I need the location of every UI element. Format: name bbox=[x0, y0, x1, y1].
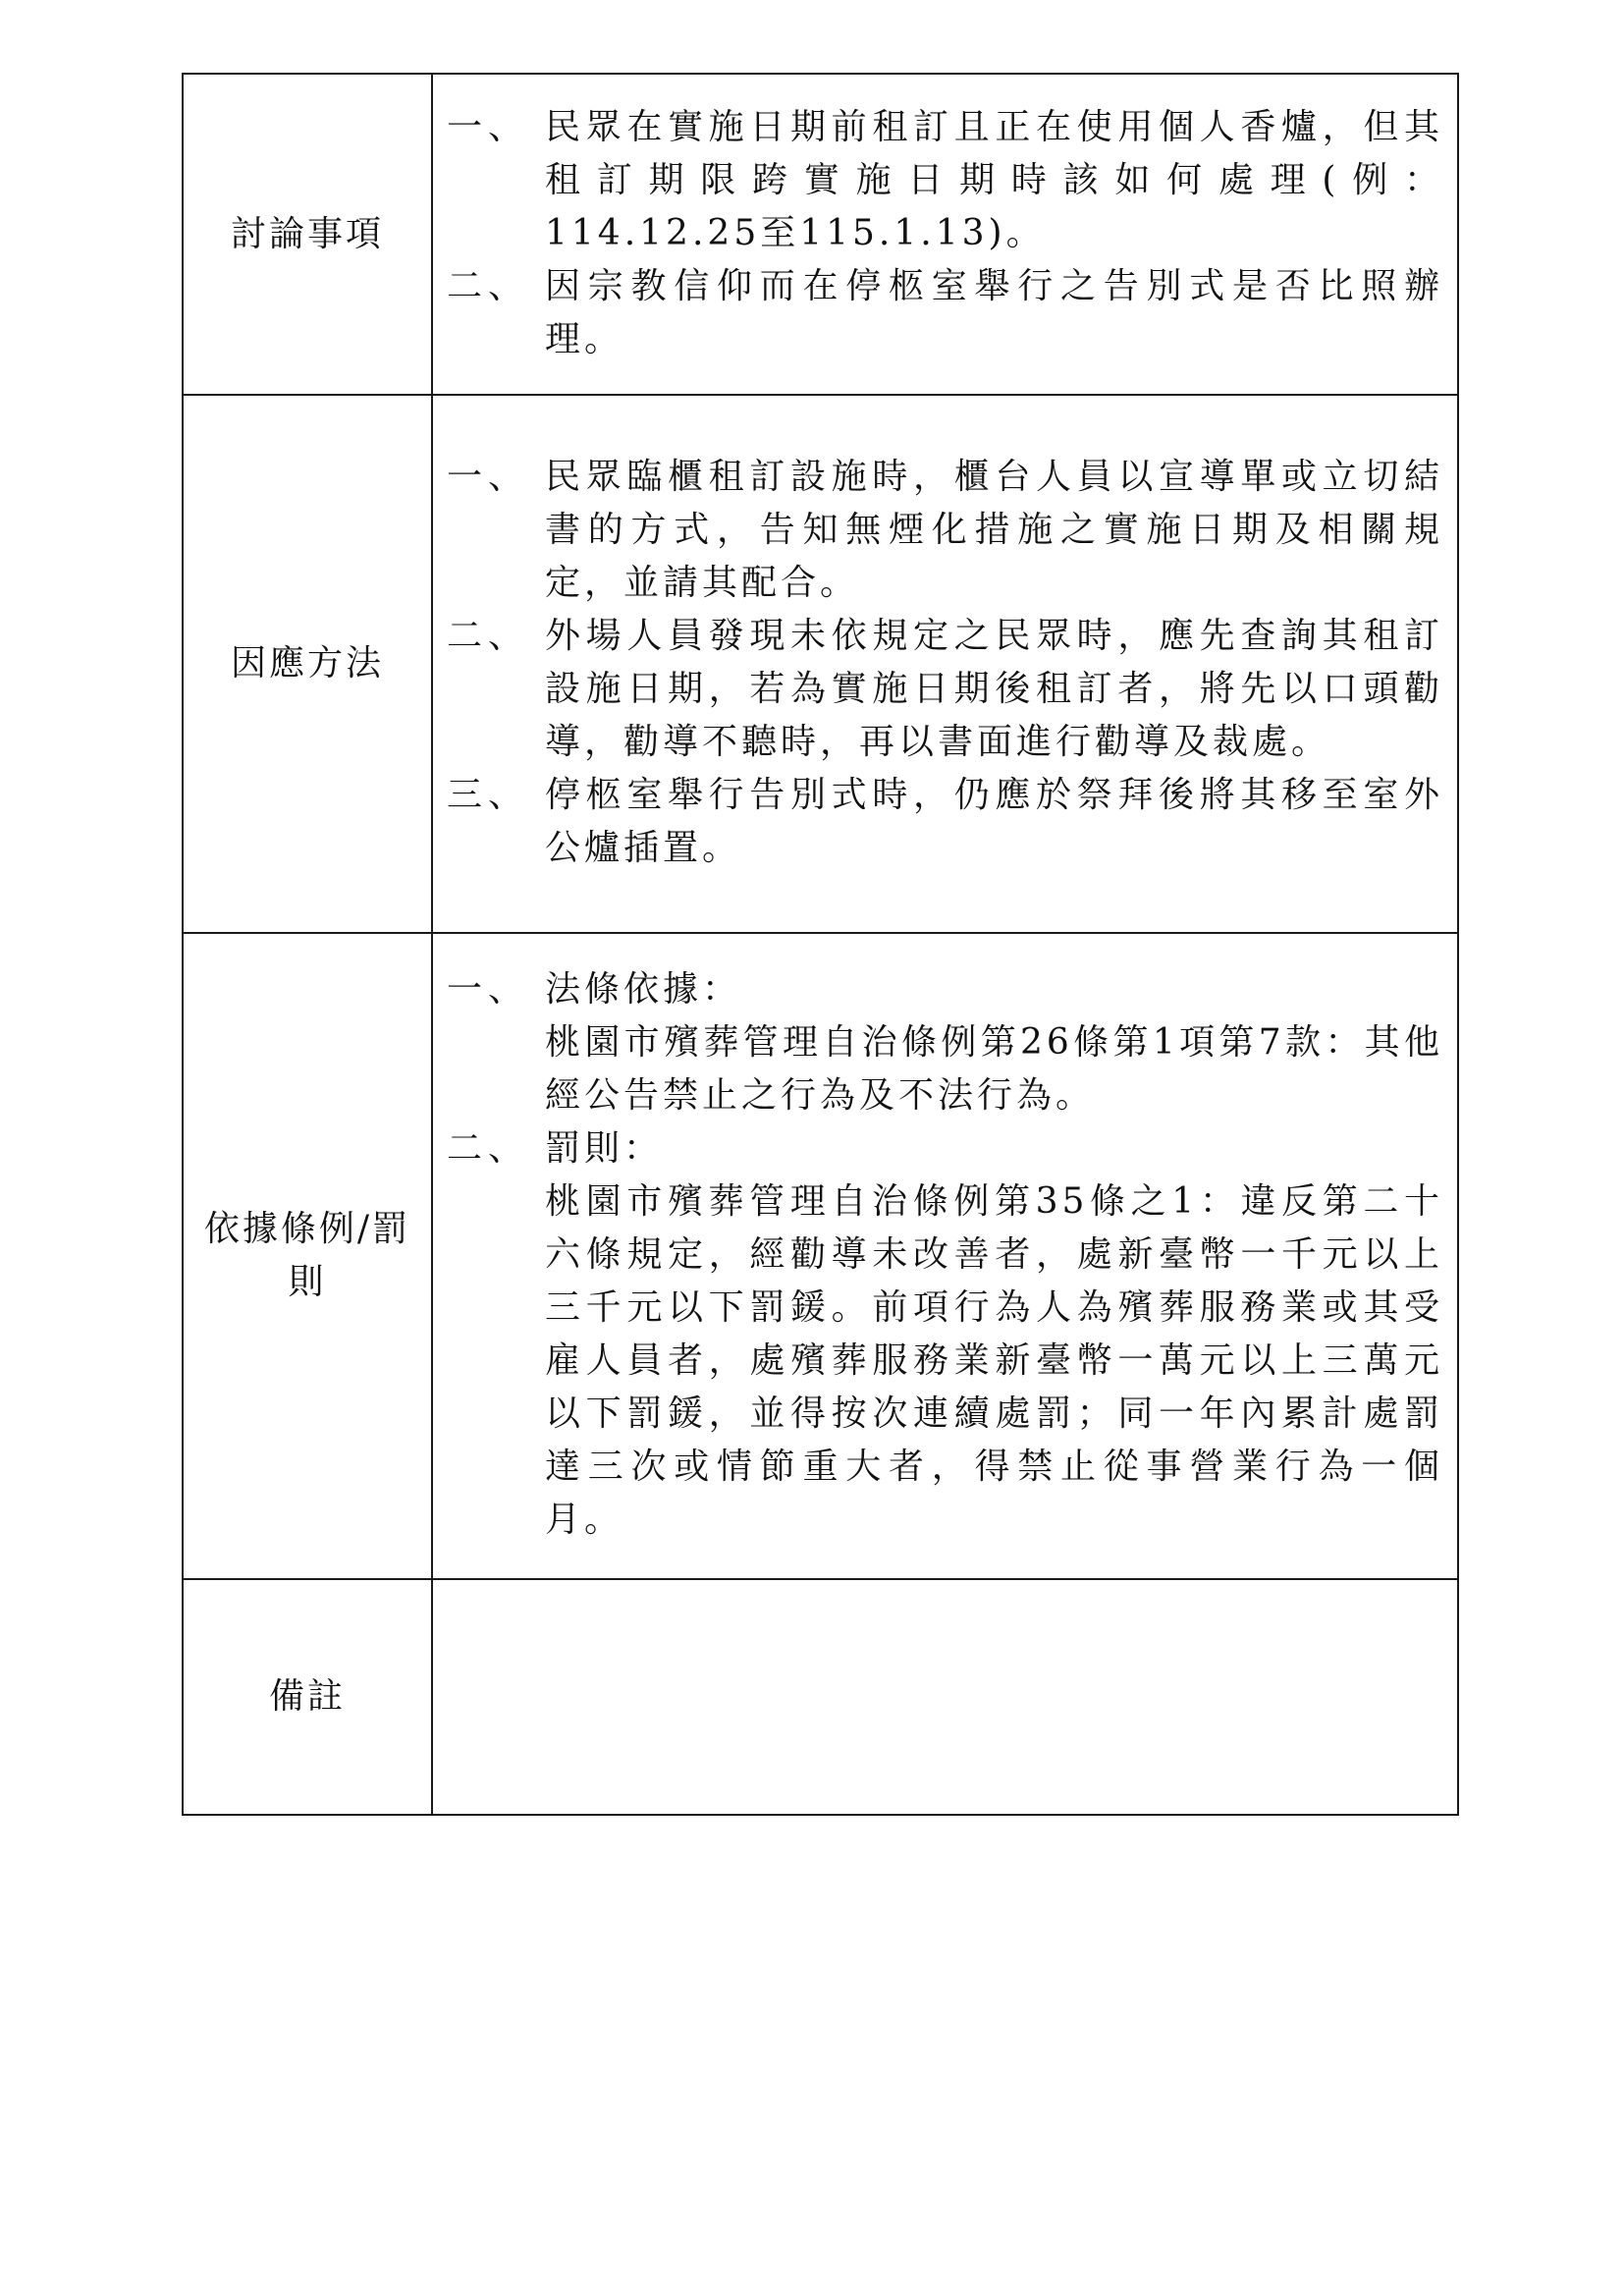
item-number: 一、 bbox=[447, 457, 530, 497]
item-number: 三、 bbox=[447, 775, 530, 815]
row-content bbox=[432, 74, 1458, 395]
table-row-discussion bbox=[183, 74, 1458, 395]
list-item bbox=[447, 260, 1443, 366]
row-content bbox=[432, 395, 1458, 933]
list-item bbox=[447, 769, 1443, 875]
document-table bbox=[182, 73, 1459, 1816]
table-row-response bbox=[183, 395, 1458, 933]
list-item bbox=[447, 1122, 1443, 1175]
item-number: 二、 bbox=[447, 265, 530, 306]
list-item bbox=[447, 451, 1443, 610]
item-number: 一、 bbox=[447, 969, 530, 1010]
table-row-remarks bbox=[183, 1579, 1458, 1815]
item-number: 一、 bbox=[447, 106, 530, 147]
list-item bbox=[447, 610, 1443, 769]
row-label: 討論事項 bbox=[183, 74, 432, 395]
item-heading: 法條依據： bbox=[545, 969, 742, 1010]
row-label: 因應方法 bbox=[183, 395, 432, 933]
row-label: 備註 bbox=[183, 1579, 432, 1815]
item-text: 民眾臨櫃租訂設施時，櫃台人員以宣導單或立切結書的方式，告知無煙化措施之實施日期及相關規定，並請其配合。 bbox=[545, 457, 1443, 603]
item-number: 二、 bbox=[447, 1128, 530, 1169]
table-row-legal-basis bbox=[183, 933, 1458, 1579]
item-number: 二、 bbox=[447, 616, 530, 656]
item-text: 外場人員發現未依規定之民眾時，應先查詢其租訂設施日期，若為實施日期後租訂者，將先以口頭勸導，勸導不聽時，再以書面進行勸導及裁處。 bbox=[545, 616, 1443, 762]
item-text: 停柩室舉行告別式時，仍應於祭拜後將其移至室外公爐插置。 bbox=[545, 775, 1443, 868]
item-body: 桃園市殯葬管理自治條例第35條之1：違反第二十六條規定，經勸導未改善者，處新臺幣一千元以上三千元以下罰鍰。前項行為人為殯葬服務業或其受雇人員者，處殯葬服務業新臺幣一萬元以上三萬元以下罰鍰，並得按次連續處罰；同一年內累計處罰達三次或情節重大者，得禁止從事營業行為一個月。 bbox=[545, 1181, 1443, 1540]
item-text: 因宗教信仰而在停柩室舉行之告別式是否比照辦理。 bbox=[545, 265, 1443, 359]
row-content-empty bbox=[432, 1579, 1458, 1815]
item-text: 民眾在實施日期前租訂且正在使用個人香爐，但其租訂期限跨實施日期時該如何處理(例：114.12.25至115.1.13)。 bbox=[545, 106, 1443, 253]
item-heading: 罰則： bbox=[545, 1128, 664, 1169]
list-item bbox=[447, 101, 1443, 260]
list-item bbox=[447, 963, 1443, 1016]
item-body: 桃園市殯葬管理自治條例第26條第1項第7款：其他經公告禁止之行為及不法行為。 bbox=[545, 1022, 1443, 1116]
row-content bbox=[432, 933, 1458, 1579]
row-label: 依據條例/罰則 bbox=[183, 933, 432, 1579]
